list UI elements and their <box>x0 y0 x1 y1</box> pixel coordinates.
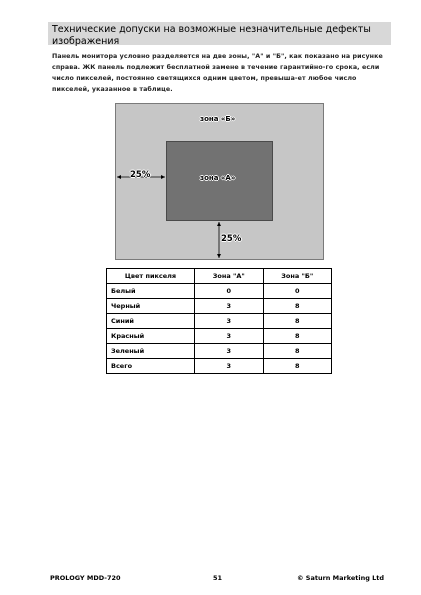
section-title: Технические допуски на возможные незначительные дефекты изображения <box>52 24 371 47</box>
footer-model: PROLOGY MDD-720 <box>50 574 121 582</box>
table-row <box>107 359 332 374</box>
table-row <box>107 299 332 314</box>
zone-b-cell: 8 <box>263 359 331 374</box>
table-row <box>107 329 332 344</box>
column-header: Зона "Б" <box>263 269 331 284</box>
section-header <box>48 22 391 45</box>
column-header: Цвет пикселя <box>107 269 195 284</box>
zone-a-cell: 3 <box>195 299 264 314</box>
column-header: Зона "А" <box>195 269 264 284</box>
zone-b-cell: 8 <box>263 314 331 329</box>
table-header-row <box>107 269 332 284</box>
defect-table <box>106 268 332 374</box>
zone-b-cell: 8 <box>263 329 331 344</box>
zone-diagram <box>115 103 324 260</box>
table-row <box>107 344 332 359</box>
pixel-color-cell: Всего <box>107 359 195 374</box>
pixel-color-cell: Красный <box>107 329 195 344</box>
pixel-color-cell: Белый <box>107 284 195 299</box>
zone-a-cell: 0 <box>195 284 264 299</box>
zone-a-cell: 3 <box>195 359 264 374</box>
bottom-margin-percent: 25% <box>221 234 242 244</box>
table-row <box>107 284 332 299</box>
pixel-color-cell: Зеленый <box>107 344 195 359</box>
table-row <box>107 314 332 329</box>
footer-page-number: 51 <box>213 574 223 582</box>
zone-b-cell: 0 <box>263 284 331 299</box>
zone-a-cell: 3 <box>195 344 264 359</box>
zone-a-cell: 3 <box>195 314 264 329</box>
pixel-color-cell: Синий <box>107 314 195 329</box>
left-margin-percent: 25% <box>130 170 151 180</box>
zone-a-label: зона «А» <box>200 174 236 182</box>
zone-a-cell: 3 <box>195 329 264 344</box>
footer-copyright: © Saturn Marketing Ltd <box>297 574 385 582</box>
zone-b-cell: 8 <box>263 299 331 314</box>
intro-paragraph: Панель монитора условно разделяется на две зоны, "А" и "Б", как показано на рисунке справа. ЖК панель подлежит бесплатной замене в течение гарантийно-го срока, если число пикселей, постоянно светящихся одним цветом, превыша-ет любое число пикселей, указанное в таблице. <box>52 53 383 93</box>
zone-b-label: зона «Б» <box>200 115 236 123</box>
zone-b-cell: 8 <box>263 344 331 359</box>
pixel-color-cell: Черный <box>107 299 195 314</box>
